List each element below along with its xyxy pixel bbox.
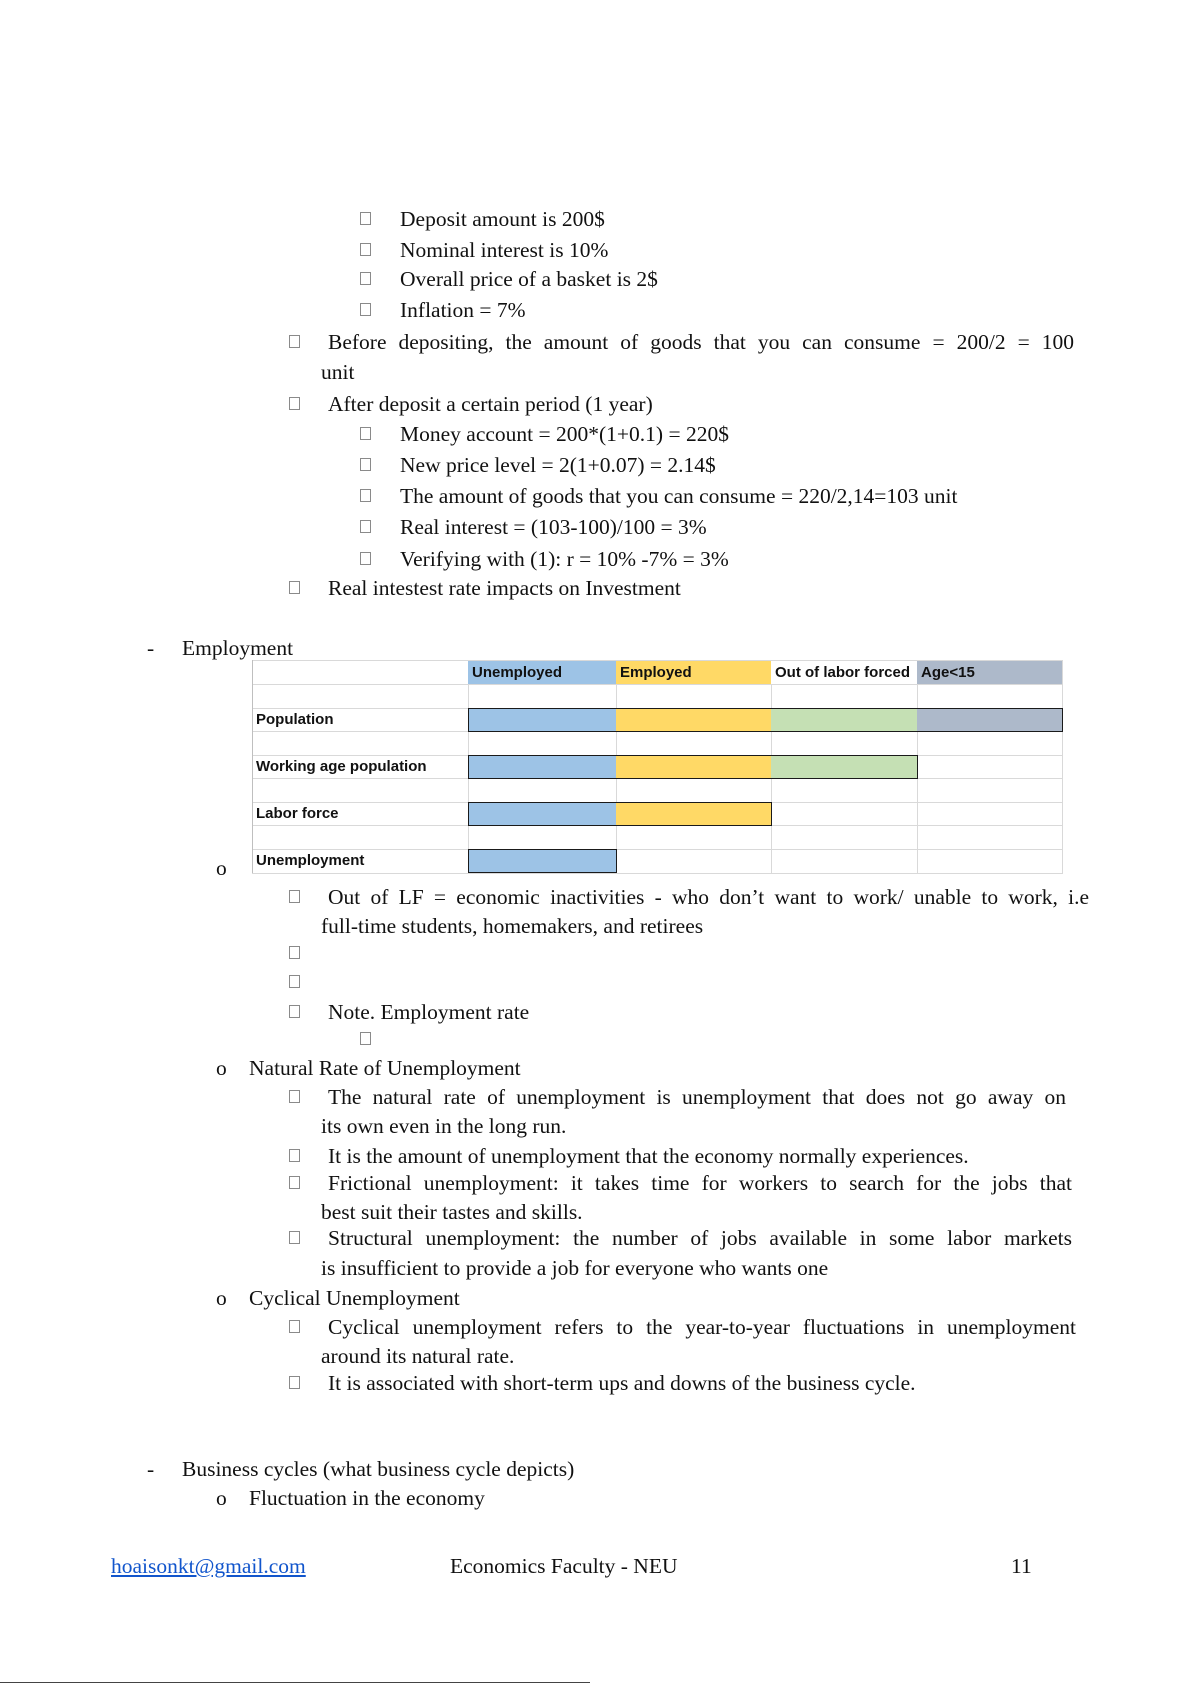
money-account: Money account = 200*(1+0.1) = 220$ xyxy=(400,422,729,446)
before-deposit-line1: Before depositing, the amount of goods that you can consume = 200/2 = 100 xyxy=(328,330,1074,354)
bullet-box-icon xyxy=(360,212,371,225)
new-price-level: New price level = 2(1+0.07) = 2.14$ xyxy=(400,453,716,477)
sub-bullet-o: o xyxy=(216,1286,227,1310)
business-cycles-heading: Business cycles (what business cycle depicts) xyxy=(182,1457,575,1481)
employment-rate-note: Note. Employment rate xyxy=(328,1000,530,1024)
dash-marker: - xyxy=(147,636,155,660)
structural-line2: is insufficient to provide a job for everyone who wants one xyxy=(321,1256,829,1280)
header-out-of-labor-force: Out of labor forced xyxy=(771,661,917,684)
bullet-box-icon xyxy=(289,1176,300,1189)
bullet-box-icon xyxy=(360,520,371,533)
natural-rate-heading: Natural Rate of Unemployment xyxy=(249,1056,521,1080)
dash-marker: - xyxy=(147,1457,155,1481)
population-bar-frame xyxy=(468,708,1063,732)
footer-page-number: 11 xyxy=(1011,1554,1032,1578)
sub-bullet-o: o xyxy=(216,856,227,880)
cyclical-def-line1: Cyclical unemployment refers to the year-to-year fluctuations in unemployment xyxy=(328,1315,1076,1339)
bullet-box-icon xyxy=(289,581,300,594)
frictional-line1: Frictional unemployment: it takes time for workers to search for the jobs that xyxy=(328,1171,1072,1195)
before-deposit-line2: unit xyxy=(321,360,355,384)
bullet-box-icon xyxy=(360,427,371,440)
bullet-box-icon xyxy=(289,1005,300,1018)
header-age-under-15: Age<15 xyxy=(917,661,1062,684)
deposit-amount: Deposit amount is 200$ xyxy=(400,207,605,231)
inflation: Inflation = 7% xyxy=(400,298,526,322)
employment-heading: Employment xyxy=(182,636,294,660)
cyclical-association: It is associated with short-term ups and downs of the business cycle. xyxy=(328,1371,916,1395)
header-employed: Employed xyxy=(616,661,771,684)
bullet-box-icon xyxy=(360,458,371,471)
after-deposit: After deposit a certain period (1 year) xyxy=(328,392,653,416)
investment: Real intestest rate impacts on Investment xyxy=(328,576,681,600)
bullet-box-icon xyxy=(360,1032,371,1045)
natural-rate-def-line2: its own even in the long run. xyxy=(321,1114,567,1138)
row-label-labor-force: Labor force xyxy=(256,805,339,822)
row-label-working-age-population: Working age population xyxy=(256,758,427,775)
nominal-interest: Nominal interest is 10% xyxy=(400,238,609,262)
footer-email-link[interactable]: hoaisonkt@gmail.com xyxy=(111,1554,306,1578)
bullet-box-icon xyxy=(289,1090,300,1103)
goods-consume: The amount of goods that you can consume = 220/2,14=103 unit xyxy=(400,484,958,508)
header-unemployed: Unemployed xyxy=(468,661,616,684)
structural-line1: Structural unemployment: the number of jobs available in some labor markets xyxy=(328,1226,1072,1250)
bullet-box-icon xyxy=(360,489,371,502)
out-of-lf-line1: Out of LF = economic inactivities - who don’t want to work/ unable to work, i.e xyxy=(328,885,1089,909)
bullet-box-icon xyxy=(289,1376,300,1389)
verifying: Verifying with (1): r = 10% -7% = 3% xyxy=(400,547,729,571)
row-label-unemployment: Unemployment xyxy=(256,852,365,869)
basket-price: Overall price of a basket is 2$ xyxy=(400,267,658,291)
cyclical-heading: Cyclical Unemployment xyxy=(249,1286,460,1310)
bullet-box-icon xyxy=(289,975,300,988)
bullet-box-icon xyxy=(360,303,371,316)
frictional-line2: best suit their tastes and skills. xyxy=(321,1200,583,1224)
bullet-box-icon xyxy=(289,1320,300,1333)
bullet-box-icon xyxy=(360,552,371,565)
bullet-box-icon xyxy=(289,397,300,410)
unemployment-bar-frame xyxy=(468,849,617,873)
fluctuation-item: Fluctuation in the economy xyxy=(249,1486,485,1510)
bullet-box-icon xyxy=(360,272,371,285)
natural-rate-def-line1: The natural rate of unemployment is unemployment that does not go away on xyxy=(328,1085,1066,1109)
out-of-lf-line2: full-time students, homemakers, and retirees xyxy=(321,914,704,938)
bullet-box-icon xyxy=(360,243,371,256)
bullet-box-icon xyxy=(289,890,300,903)
sub-bullet-o: o xyxy=(216,1056,227,1080)
bullet-box-icon xyxy=(289,1231,300,1244)
footer-faculty: Economics Faculty - NEU xyxy=(450,1554,678,1578)
bottom-rule xyxy=(0,1682,590,1683)
sub-bullet-o: o xyxy=(216,1486,227,1510)
real-interest: Real interest = (103-100)/100 = 3% xyxy=(400,515,707,539)
bullet-box-icon xyxy=(289,335,300,348)
bullet-box-icon xyxy=(289,1149,300,1162)
labor-force-bar-frame xyxy=(468,802,772,826)
working-age-bar-frame xyxy=(468,755,918,779)
cyclical-def-line2: around its natural rate. xyxy=(321,1344,515,1368)
row-label-population: Population xyxy=(256,711,334,728)
bullet-box-icon xyxy=(289,946,300,959)
natural-rate-amount: It is the amount of unemployment that the economy normally experiences. xyxy=(328,1144,969,1168)
